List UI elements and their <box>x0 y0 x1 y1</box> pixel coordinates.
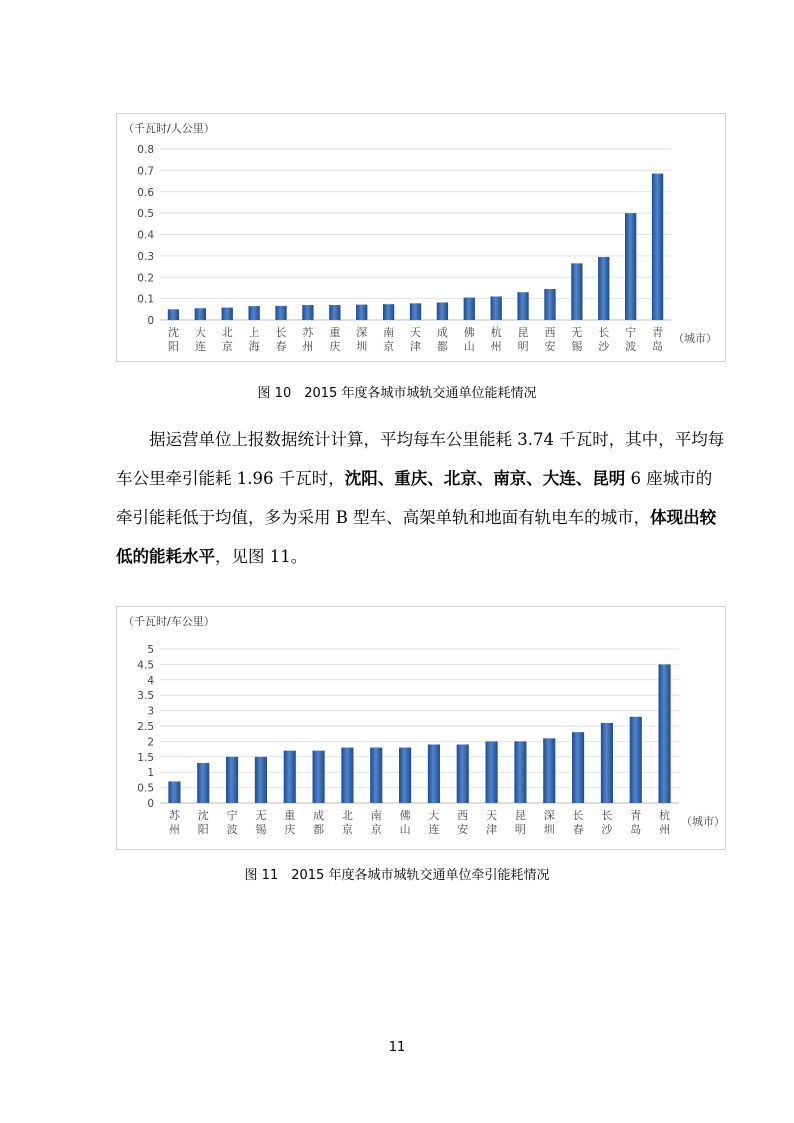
chart1-x-axis-label: （城市） <box>673 332 717 345</box>
para-bold-conclusion: 体现出较低的能耗水平 <box>116 508 717 566</box>
chart1-category-label: 杭州 <box>490 326 502 353</box>
figure-11-caption: 图 11 2015 年度各城市城轨交通单位牵引能耗情况 <box>244 868 550 883</box>
chart2-category-label: 无锡 <box>255 809 267 836</box>
para-bold-cities: 沈阳、重庆、北京、南京、大连、昆明 <box>344 469 626 488</box>
chart1-bar <box>356 305 367 320</box>
chart1-y-tick-label: 0.3 <box>137 250 154 263</box>
chart1-category-label: 长春 <box>275 326 287 353</box>
page-number: 11 <box>388 1040 406 1055</box>
chart1-category-label: 南京 <box>383 326 395 353</box>
chart1-bar <box>517 292 528 320</box>
chart2-bar <box>284 751 296 803</box>
chart1-bar <box>491 296 502 320</box>
chart2-y-tick-label: 1 <box>147 767 154 780</box>
chart2-bar <box>168 781 180 803</box>
chart1-y-tick-label: 0.1 <box>137 293 154 306</box>
chart1-category-label: 西安 <box>544 326 556 353</box>
chart2-y-tick-label: 2.5 <box>137 721 154 733</box>
chart1-bar <box>625 213 636 320</box>
chart2-category-label: 深圳 <box>543 809 555 836</box>
chart2-y-tick-label: 4.5 <box>137 659 154 672</box>
chart2-bar <box>370 748 382 803</box>
chart2-category-label: 南京 <box>370 809 382 836</box>
chart1-y-tick-label: 0.2 <box>137 272 154 285</box>
chart2-category-label: 宁波 <box>226 809 238 836</box>
chart1-y-tick-label: 0.5 <box>137 208 154 221</box>
chart2-bar <box>572 732 584 803</box>
para-text-2: 6 座城市的牵引能耗低于均值，多为采用 B 型车、高架单轨和地面有轨电车的城市， <box>116 469 713 527</box>
chart1-bar <box>275 306 286 320</box>
para-text-3: ，见图 11。 <box>215 547 308 566</box>
chart2-bar <box>457 744 469 803</box>
chart2-y-tick-label: 0 <box>147 798 154 810</box>
chart1-category-label: 成都 <box>436 326 448 353</box>
chart1-y-tick-label: 0 <box>147 315 154 327</box>
chart2-bar <box>514 741 526 803</box>
chart1-category-label: 重庆 <box>329 326 341 353</box>
chart2-y-tick-label: 1.5 <box>137 751 154 764</box>
chart1-bar <box>410 303 421 320</box>
chart2-category-label: 青岛 <box>630 809 642 836</box>
chart2-bar <box>659 664 671 803</box>
chart2-plot <box>117 607 725 849</box>
chart1-y-tick-label: 0.8 <box>137 144 154 156</box>
chart1-bar <box>598 257 609 320</box>
chart1-category-label: 沈阳 <box>167 326 179 353</box>
chart2-y-unit: （千瓦时/车公里） <box>123 615 215 628</box>
chart1-y-tick-label: 0.4 <box>137 229 154 242</box>
chart1-bar <box>652 174 663 320</box>
chart2-y-tick-label: 3 <box>147 705 154 718</box>
chart2-bar <box>601 723 613 803</box>
chart1-bar <box>383 304 394 320</box>
chart1-category-label: 苏州 <box>302 326 314 353</box>
chart2-y-tick-label: 0.5 <box>137 782 154 795</box>
chart2-category-label: 大连 <box>428 809 440 836</box>
chart2-bar <box>197 763 209 803</box>
chart1-bar <box>222 308 233 320</box>
body-paragraph <box>116 420 726 576</box>
chart1-category-label: 深圳 <box>356 326 368 353</box>
chart1-y-tick-label: 0.6 <box>137 186 154 199</box>
chart2-bar <box>255 757 267 803</box>
figure-10-caption: 图 10 2015 年度各城市城轨交通单位能耗情况 <box>257 386 537 401</box>
chart2-bar <box>226 757 238 803</box>
chart1-category-label: 无锡 <box>571 326 583 353</box>
chart1-bar <box>571 263 582 320</box>
chart2-y-tick-label: 3.5 <box>137 690 154 703</box>
chart2-bar <box>543 738 555 803</box>
chart1-y-unit: （千瓦时/人公里） <box>123 122 215 135</box>
chart2-y-tick-label: 2 <box>147 736 154 749</box>
chart2-y-tick-label: 5 <box>147 644 154 656</box>
chart1-bar <box>195 308 206 320</box>
chart1-category-label: 佛山 <box>463 326 475 353</box>
chart2-bar <box>399 748 411 803</box>
chart2-bar <box>486 741 498 803</box>
figure-11-chart <box>116 606 726 850</box>
chart1-y-tick-label: 0.7 <box>137 165 154 178</box>
chart1-bar <box>168 309 179 320</box>
chart2-category-label: 天津 <box>486 809 498 836</box>
chart2-category-label: 昆明 <box>514 809 526 836</box>
chart1-bar <box>464 298 475 320</box>
chart1-bar <box>544 289 555 320</box>
para-text-1: 据运营单位上报数据统计计算，平均每车公里能耗 3.74 千瓦时，其中，平均每车公里牵引能耗 1.96 千瓦时， <box>116 430 725 488</box>
chart1-bar <box>329 305 340 320</box>
chart1-category-label: 宁波 <box>625 326 637 353</box>
figure-10-chart <box>116 113 726 362</box>
chart2-category-label: 成都 <box>313 809 325 836</box>
chart1-plot <box>117 114 725 361</box>
chart2-bar <box>341 748 353 803</box>
chart2-y-tick-label: 4 <box>147 674 154 687</box>
chart2-category-label: 苏州 <box>168 809 180 836</box>
chart1-category-label: 青岛 <box>652 326 664 353</box>
chart1-category-label: 大连 <box>194 326 206 353</box>
chart2-category-label: 沈阳 <box>197 809 209 836</box>
chart2-category-label: 长春 <box>572 809 584 836</box>
chart2-category-label: 重庆 <box>284 809 296 836</box>
chart1-category-label: 长沙 <box>598 326 610 353</box>
chart2-bar <box>428 744 440 803</box>
chart1-category-label: 天津 <box>410 326 421 353</box>
chart2-category-label: 西安 <box>457 809 469 836</box>
chart1-bar <box>248 306 259 320</box>
chart2-category-label: 北京 <box>341 809 353 836</box>
chart2-bar <box>313 751 325 803</box>
chart2-category-label: 长沙 <box>601 809 613 836</box>
chart1-category-label: 上海 <box>248 326 260 353</box>
chart2-category-label: 杭州 <box>659 809 671 836</box>
chart1-category-label: 北京 <box>221 326 233 353</box>
chart2-x-axis-label: （城市） <box>681 815 725 828</box>
chart1-category-label: 昆明 <box>517 326 529 353</box>
chart1-bar <box>302 305 313 320</box>
chart2-category-label: 佛山 <box>399 809 411 836</box>
chart1-bar <box>437 302 448 320</box>
chart2-bar <box>630 717 642 803</box>
